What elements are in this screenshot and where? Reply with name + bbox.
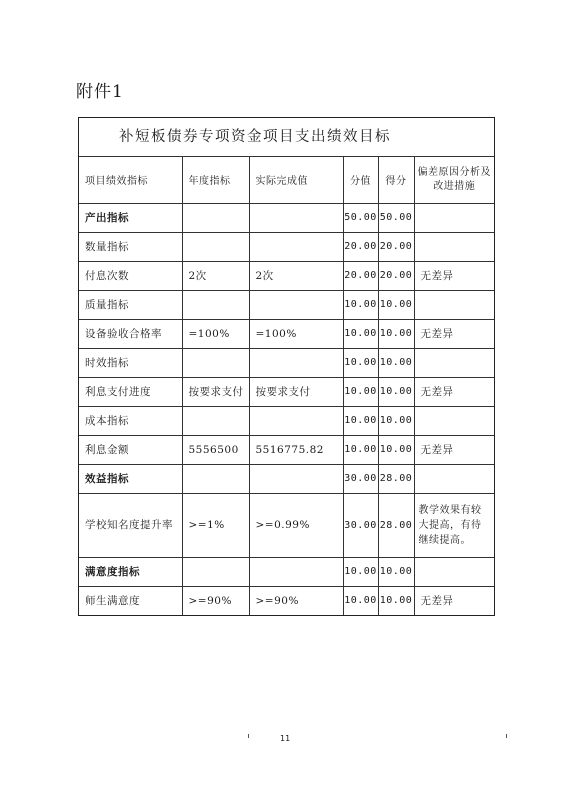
cell-annual <box>182 290 249 319</box>
cell-score: 30.00 <box>343 464 378 493</box>
indicator-table <box>79 157 494 615</box>
cell-reason: 无差异 <box>414 435 494 464</box>
cell-actual: 2次 <box>249 261 343 290</box>
cell-annual: 按要求支付 <box>182 377 249 406</box>
attachment-label: 附件1 <box>76 82 124 102</box>
table-row <box>79 290 494 319</box>
cell-actual <box>249 406 343 435</box>
page-number: 11 <box>280 734 291 743</box>
cell-score: 10.00 <box>343 557 378 586</box>
cell-reason: 无差异 <box>414 377 494 406</box>
cell-reason: 无差异 <box>420 595 454 608</box>
cell-earned: 20.00 <box>378 261 414 290</box>
cell-earned: 10.00 <box>378 348 414 377</box>
cell-annual: 2次 <box>182 261 249 290</box>
header-annual: 年度指标 <box>182 157 249 203</box>
header-row <box>79 157 494 203</box>
cell-indicator: 产出指标 <box>79 203 182 232</box>
cell-earned: 28.00 <box>378 493 414 557</box>
cell-earned: 10.00 <box>378 319 414 348</box>
header-reason: 偏差原因分析及改进措施 <box>414 157 494 203</box>
cell-annual: >=1% <box>182 493 249 557</box>
cell-actual: >=0.99% <box>249 493 343 557</box>
cell-earned: 50.00 <box>378 203 414 232</box>
cell-score: 10.00 <box>343 586 378 615</box>
scan-mark <box>506 734 507 738</box>
cell-earned: 10.00 <box>378 586 414 615</box>
cell-actual <box>249 348 343 377</box>
cell-earned: 20.00 <box>378 232 414 261</box>
cell-actual <box>249 203 343 232</box>
cell-indicator: 学校知名度提升率 <box>79 493 182 557</box>
cell-score: 10.00 <box>343 435 378 464</box>
cell-indicator: 满意度指标 <box>79 557 182 586</box>
table-row <box>79 493 494 557</box>
header-score: 分值 <box>343 157 378 203</box>
header-indicator: 项目绩效指标 <box>79 157 182 203</box>
cell-indicator: 成本指标 <box>79 406 182 435</box>
cell-annual <box>182 464 249 493</box>
table-row <box>79 203 494 232</box>
scan-mark <box>248 734 249 738</box>
header-earned: 得分 <box>378 157 414 203</box>
cell-indicator: 师生满意度 <box>79 586 182 615</box>
table-row <box>79 319 494 348</box>
table-row <box>79 348 494 377</box>
header-actual: 实际完成值 <box>249 157 343 203</box>
cell-indicator: 付息次数 <box>79 261 182 290</box>
cell-annual <box>182 203 249 232</box>
cell-actual: 按要求支付 <box>249 377 343 406</box>
cell-reason <box>414 348 494 377</box>
cell-reason <box>414 406 494 435</box>
cell-indicator: 质量指标 <box>79 290 182 319</box>
cell-annual <box>182 348 249 377</box>
cell-earned: 10.00 <box>378 290 414 319</box>
table-row <box>79 261 494 290</box>
cell-score: 10.00 <box>343 348 378 377</box>
table-row <box>79 586 494 615</box>
cell-annual <box>182 232 249 261</box>
cell-score: 10.00 <box>343 406 378 435</box>
cell-earned: 10.00 <box>378 406 414 435</box>
cell-annual: 5556500 <box>182 435 249 464</box>
cell-reason: 无差异 <box>414 319 494 348</box>
cell-actual: >=90% <box>249 586 343 615</box>
cell-indicator: 数量指标 <box>79 232 182 261</box>
performance-table <box>78 117 495 616</box>
cell-reason <box>414 203 494 232</box>
cell-annual: >=90% <box>182 586 249 615</box>
cell-reason <box>414 290 494 319</box>
cell-actual: 5516775.82 <box>249 435 343 464</box>
cell-actual <box>249 232 343 261</box>
cell-earned: 28.00 <box>378 464 414 493</box>
table-row <box>79 557 494 586</box>
cell-annual <box>182 557 249 586</box>
cell-score: 10.00 <box>343 290 378 319</box>
cell-actual <box>249 464 343 493</box>
cell-indicator: 利息金额 <box>79 435 182 464</box>
cell-reason <box>414 557 494 586</box>
cell-actual <box>249 290 343 319</box>
cell-reason <box>414 232 494 261</box>
table-row <box>79 464 494 493</box>
cell-earned: 10.00 <box>378 435 414 464</box>
cell-reason: 教学效果有较大提高，有待继续提高。 <box>414 493 494 557</box>
cell-earned: 10.00 <box>378 377 414 406</box>
cell-annual: =100% <box>182 319 249 348</box>
cell-score: 10.00 <box>343 319 378 348</box>
cell-score: 50.00 <box>343 203 378 232</box>
cell-indicator: 效益指标 <box>79 464 182 493</box>
cell-indicator: 时效指标 <box>79 348 182 377</box>
table-row <box>79 377 494 406</box>
cell-indicator: 利息支付进度 <box>79 377 182 406</box>
cell-score: 20.00 <box>343 232 378 261</box>
table-row <box>79 435 494 464</box>
table-title: 补短板债券专项资金项目支出绩效目标 <box>79 118 494 157</box>
table-row <box>79 406 494 435</box>
cell-earned: 10.00 <box>378 557 414 586</box>
cell-score: 10.00 <box>343 377 378 406</box>
cell-reason: 无差异 <box>414 261 494 290</box>
cell-actual <box>249 557 343 586</box>
cell-annual <box>182 406 249 435</box>
cell-indicator: 设备验收合格率 <box>79 319 182 348</box>
cell-score: 30.00 <box>343 493 378 557</box>
cell-score: 20.00 <box>343 261 378 290</box>
cell-reason <box>414 464 494 493</box>
cell-actual: =100% <box>249 319 343 348</box>
table-row <box>79 232 494 261</box>
